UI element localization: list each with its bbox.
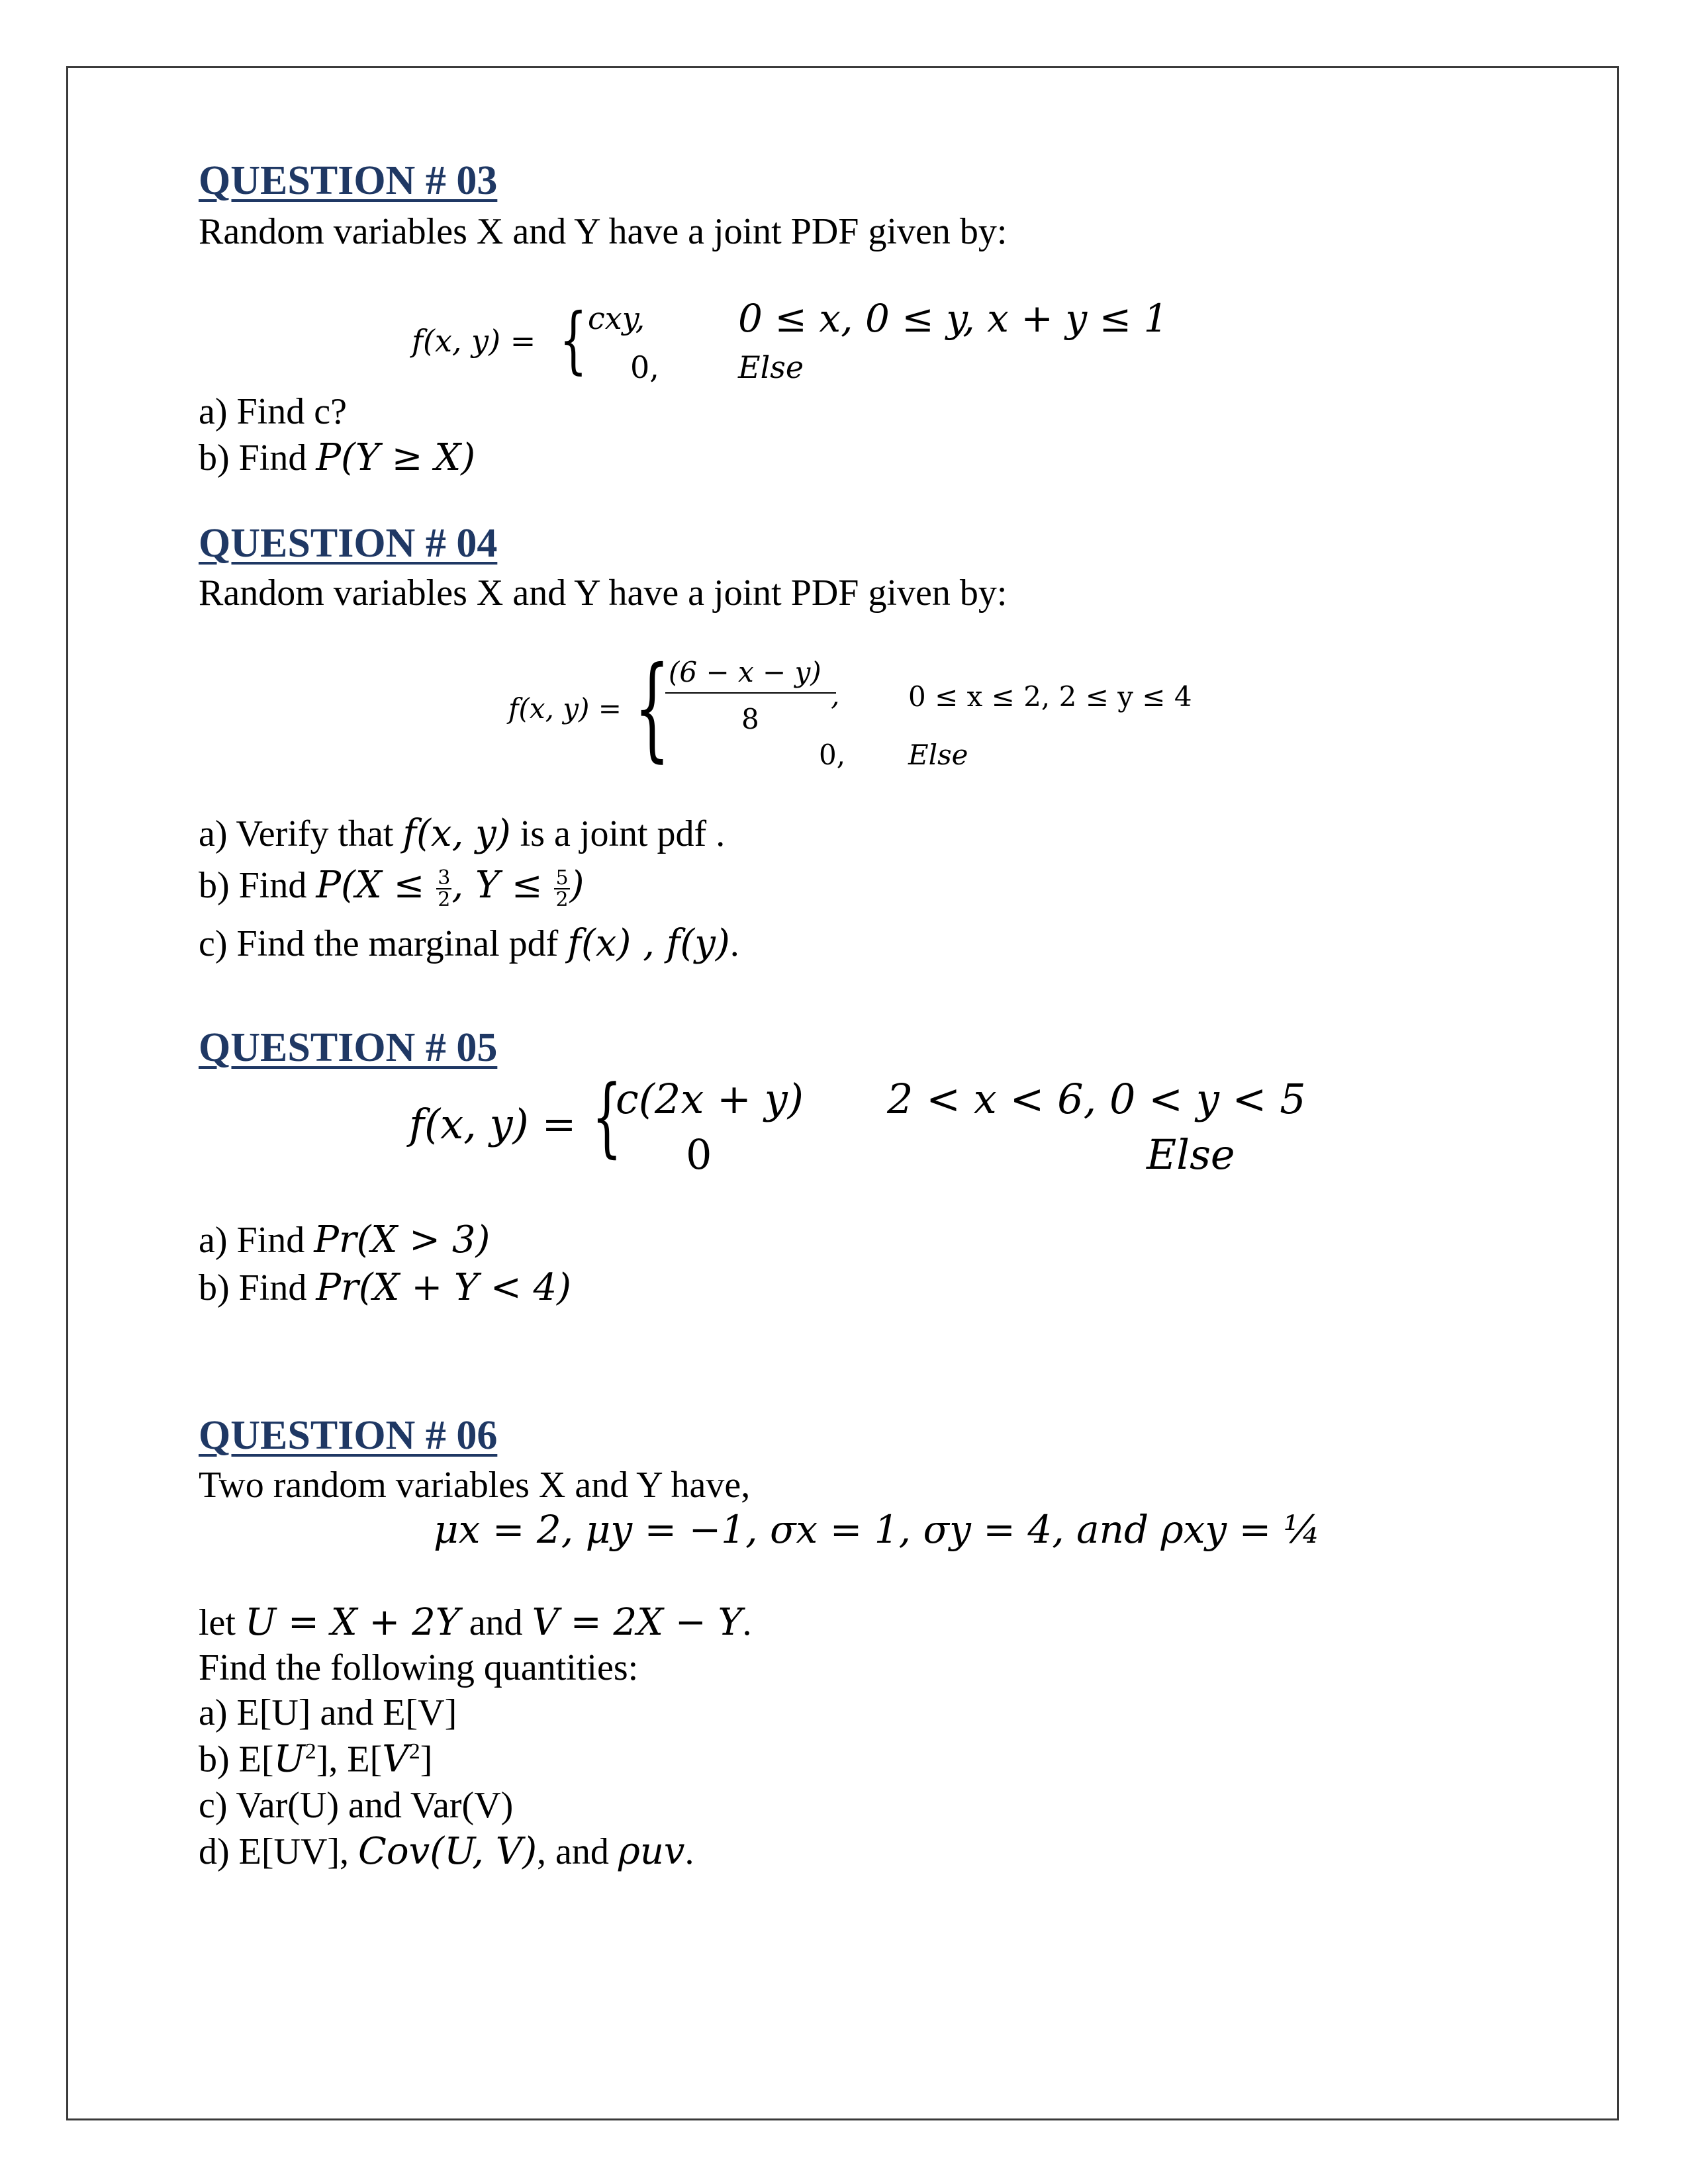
q5-case1-expr: c(2x + y) bbox=[616, 1075, 804, 1123]
q5-case2-expr: 0 bbox=[686, 1130, 712, 1179]
q4-brace: { bbox=[634, 643, 671, 774]
q5-part-a-math: Pr(X > 3) bbox=[314, 1218, 491, 1261]
q6-part-c: c) Var(U) and Var(V) bbox=[199, 1785, 514, 1826]
q5-case1-condition: 2 < x < 6, 0 < y < 5 bbox=[887, 1075, 1306, 1123]
q3-pdf-lhs: f(x, y) = bbox=[412, 323, 536, 359]
q3-case2-condition: Else bbox=[738, 349, 804, 385]
q5-pdf-lhs: f(x, y) = bbox=[409, 1100, 577, 1148]
q5-part-a: a) Find Pr(X > 3) bbox=[199, 1218, 491, 1261]
q6-part-d: d) E[UV], Cov(U, V), and ρuv. bbox=[199, 1830, 694, 1873]
q6-part-b: b) $E[U^2]$, $E[V^2]$ bbox=[199, 1737, 433, 1781]
q5-brace: { bbox=[592, 1066, 622, 1167]
question-04-intro: Random variables X and Y have a joint PDF given by: bbox=[199, 572, 1008, 614]
q3-brace: { bbox=[559, 297, 587, 382]
question-04-title: QUESTION # 04 bbox=[199, 521, 498, 566]
q3-case2-expr: 0, bbox=[630, 349, 659, 385]
q4-fraction-bar bbox=[665, 692, 836, 694]
q4-part-c-math: f(x) , f(y) bbox=[567, 922, 730, 965]
q4-part-a-math: f(x, y) bbox=[402, 812, 511, 855]
q6-let-statement: let U = X + 2Y and V = 2X − Y. bbox=[199, 1601, 752, 1644]
question-06-title: QUESTION # 06 bbox=[199, 1413, 498, 1458]
q4-case1-condition: 0 ≤ x ≤ 2, 2 ≤ y ≤ 4 bbox=[908, 680, 1192, 713]
q4-part-c: c) Find the marginal pdf f(x) , f(y). bbox=[199, 922, 739, 965]
q4-frac-comma: , bbox=[831, 679, 840, 711]
q3-case1-condition: 0 ≤ x, 0 ≤ y, x + y ≤ 1 bbox=[738, 296, 1168, 341]
q4-case2-condition: Else bbox=[908, 739, 968, 771]
q6-parameters: μx = 2, μy = −1, σx = 1, σy = 4, and ρxy = ¼ bbox=[434, 1507, 1321, 1552]
question-06-intro: Two random variables X and Y have, bbox=[199, 1465, 751, 1506]
question-03-intro: Random variables X and Y have a joint PDF given by: bbox=[199, 211, 1008, 252]
q4-pdf-lhs: f(x, y) = bbox=[508, 692, 622, 725]
q4-part-a: a) Verify that f(x, y) is a joint pdf . bbox=[199, 812, 726, 855]
q4-case2-expr: 0, bbox=[819, 739, 846, 771]
q5-case2-condition: Else bbox=[1147, 1130, 1235, 1179]
question-05-title: QUESTION # 05 bbox=[199, 1025, 498, 1070]
q6-part-a: a) E[U] and E[V] bbox=[199, 1692, 457, 1733]
q3-part-b-math: P(Y ≥ X) bbox=[316, 436, 476, 479]
q3-case1-expr: cxy, bbox=[588, 300, 645, 336]
q5-part-b: b) Find Pr(X + Y < 4) bbox=[199, 1266, 572, 1309]
q5-part-b-math: Pr(X + Y < 4) bbox=[316, 1266, 572, 1309]
q4-part-b: b) Find P(X ≤ $\frac{3}{2}$ , Y ≤ $\frac{5}{2}$ ) bbox=[199, 864, 585, 912]
q4-frac-denominator: 8 bbox=[741, 703, 759, 735]
q3-part-b: b) Find P(Y ≥ X) bbox=[199, 436, 476, 479]
q3-part-a: a) Find c? bbox=[199, 391, 347, 432]
q6-find-line: Find the following quantities: bbox=[199, 1647, 639, 1688]
question-03-title: QUESTION # 03 bbox=[199, 158, 498, 203]
q4-frac-numerator: (6 − x − y) bbox=[669, 656, 821, 688]
